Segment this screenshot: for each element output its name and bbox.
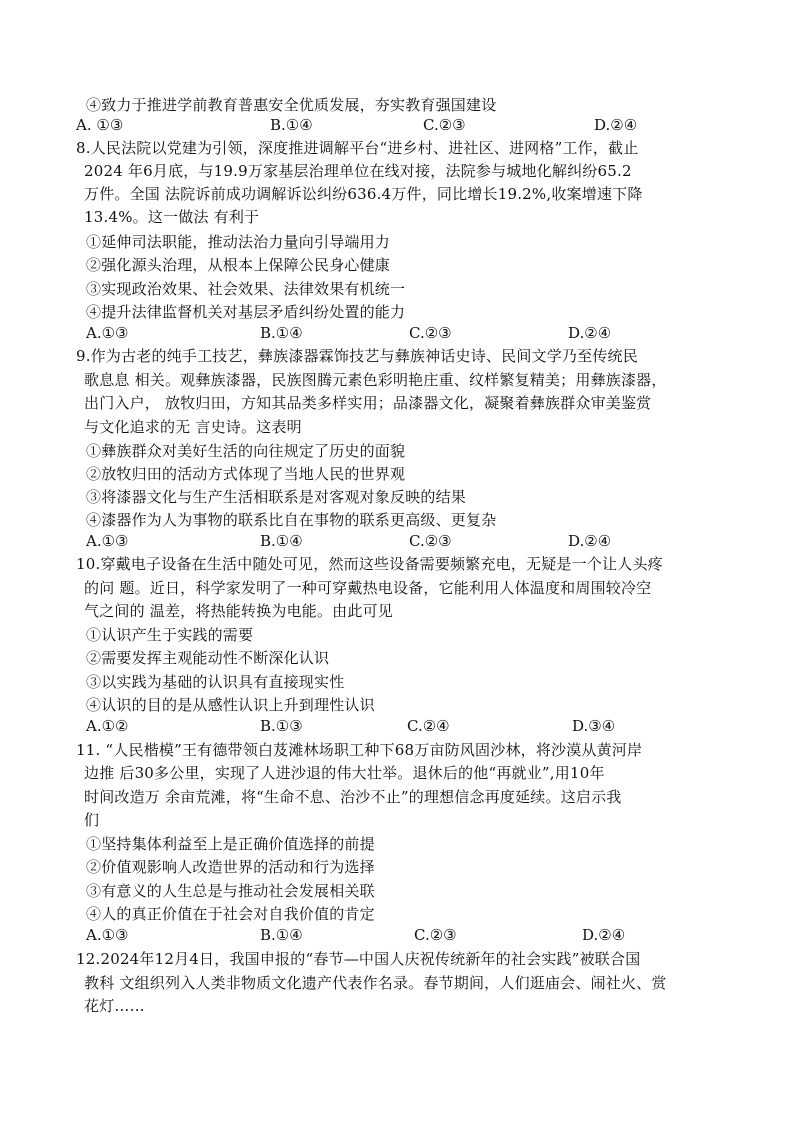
q10-item-4: ④认识的目的是从感性认识上升到理性认识 <box>86 696 375 714</box>
q10-stem-line-2: 的问 题。近日，科学家发明了一种可穿戴热电设备，它能利用人体温度和周围较冷空 <box>84 579 652 597</box>
q9-option-c: C.②③ <box>409 532 452 550</box>
q11-option-d: D.②④ <box>582 926 626 944</box>
q7-item-4: ④致力于推进学前教育普惠安全优质发展，夯实教育强国建设 <box>86 96 497 114</box>
q7-option-d: D.②④ <box>594 116 638 134</box>
q12-stem-line-3: 花灯…… <box>84 997 145 1015</box>
q12-stem-line-2: 教科 文组织列入人类非物质文化遗产代表作名录。春节期间，人们逛庙会、闹社火、赏 <box>84 974 667 992</box>
q11-option-b: B.①④ <box>260 926 303 944</box>
q9-stem-line-3: 出门入户， 放牧归田，方知其品类多样实用；品漆器文化，凝聚着彝族群众审美鉴赏 <box>84 394 652 412</box>
q10-item-2: ②需要发挥主观能动性不断深化认识 <box>86 649 330 667</box>
q8-stem-line-3: 万件。全国 法院诉前成功调解诉讼纠纷636.4万件，同比增长19.2%,收案增速下降 <box>84 185 643 203</box>
q9-stem-line-4: 与文化追求的无 言史诗。这表明 <box>84 418 302 436</box>
q10-option-a: A.①② <box>86 717 129 735</box>
q10-item-3: ③以实践为基础的认识具有直接现实性 <box>86 673 345 691</box>
q9-option-d: D.②④ <box>568 532 612 550</box>
q10-item-1: ①认识产生于实践的需要 <box>86 626 254 644</box>
q8-item-4: ④提升法律监督机关对基层矛盾纠纷处置的能力 <box>86 303 406 321</box>
q7-option-b: B.①④ <box>270 116 313 134</box>
q11-option-a: A.①③ <box>86 926 129 944</box>
q9-item-1: ①彝族群众对美好生活的向往规定了历史的面貌 <box>86 442 406 460</box>
q11-item-3: ③有意义的人生总是与推动社会发展相关联 <box>86 882 375 900</box>
q8-option-a: A.①③ <box>86 324 129 342</box>
q9-stem-line-2: 歌息息 相关。观彝族漆器，民族图腾元素色彩明艳庄重、纹样繁复精美；用彝族漆器， <box>84 371 667 389</box>
q9-item-4: ④漆器作为人为事物的联系比自在事物的联系更高级、更复杂 <box>86 511 497 529</box>
q8-item-2: ②强化源头治理，从根本上保障公民身心健康 <box>86 256 391 274</box>
q11-option-c: C.②③ <box>414 926 457 944</box>
q8-option-c: C.②③ <box>409 324 452 342</box>
q8-option-d: D.②④ <box>568 324 612 342</box>
q9-item-3: ③将漆器文化与生产生活相联系是对客观对象反映的结果 <box>86 488 467 506</box>
q11-item-1: ①坚持集体利益至上是正确价值选择的前提 <box>86 835 375 853</box>
q8-item-1: ①延伸司法职能，推动法治力量向引导端用力 <box>86 233 391 251</box>
q8-option-b: B.①④ <box>260 324 303 342</box>
q7-option-a: A. ①③ <box>76 116 124 134</box>
q11-stem-line-2: 边推 后30多公里，实现了人进沙退的伟大壮举。退休后的他“再就业”,用10年 <box>84 764 605 782</box>
q11-item-2: ②价值观影响人改造世界的活动和行为选择 <box>86 858 375 876</box>
q11-item-4: ④人的真正价值在于社会对自我价值的肯定 <box>86 905 375 923</box>
q9-stem-line-1: 9.作为古老的纯手工技艺，彝族漆器霖饰技艺与彝族神话史诗、民间文学乃至传统民 <box>76 347 638 365</box>
q8-item-3: ③实现政治效果、社会效果、法律效果有机统一 <box>86 280 406 298</box>
q10-option-d: D.③④ <box>572 717 616 735</box>
q8-stem-line-1: 8.人民法院以党建为引领，深度推进调解平台“进乡村、进社区、进网格”工作，截止 <box>76 139 639 157</box>
q10-stem-line-1: 10.穿戴电子设备在生活中随处可见，然而这些设备需要频繁充电，无疑是一个让人头疼 <box>76 555 663 573</box>
q8-stem-line-4: 13.4%。这一做法 有利于 <box>84 208 260 226</box>
q11-stem-line-3: 时间改造万 余亩荒滩，将“生命不息、治沙不止”的理想信念再度延续。这启示我 <box>84 788 622 806</box>
q10-stem-line-3: 气之间的 温差，将热能转换为电能。由此可见 <box>84 602 393 620</box>
q11-stem-line-1: 11. “人民楷模”王有德带领白芨滩林场职工种下68万亩防风固沙林，将沙漠从黄河岸 <box>76 741 643 759</box>
q9-item-2: ②放牧归田的活动方式体现了当地人民的世界观 <box>86 465 406 483</box>
q10-option-b: B.①③ <box>260 717 303 735</box>
q11-stem-line-4: 们 <box>84 811 100 829</box>
q7-option-c: C.②③ <box>423 116 466 134</box>
q12-stem-line-1: 12.2024年12月4日，我国申报的“春节—中国人庆祝传统新年的社会实践”被联合国 <box>76 950 641 968</box>
q10-option-c: C.②④ <box>407 717 450 735</box>
q9-option-b: B.①④ <box>260 532 303 550</box>
q9-option-a: A.①③ <box>86 532 129 550</box>
q8-stem-line-2: 2024 年6月底，与19.9万家基层治理单位在线对接，法院参与城地化解纠纷65.2 <box>84 162 632 180</box>
